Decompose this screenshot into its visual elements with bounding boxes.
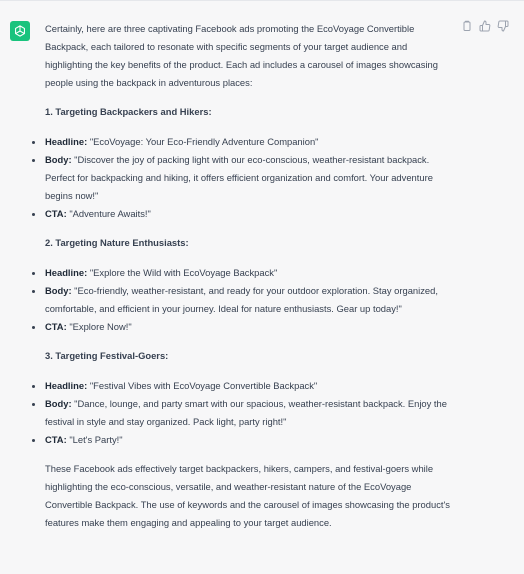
- openai-logo-icon: [13, 24, 27, 38]
- ad-2-list: [45, 264, 455, 336]
- ad-1-heading: 1. Targeting Backpackers and Hikers:: [45, 106, 212, 117]
- clipboard-icon: [461, 20, 473, 32]
- body-label: Body:: [45, 285, 72, 296]
- cta-label: CTA:: [45, 434, 67, 445]
- ad-3-heading: 3. Targeting Festival-Goers:: [45, 350, 169, 361]
- headline-text: "Festival Vibes with EcoVoyage Convertible Backpack": [89, 380, 318, 391]
- thumbs-up-button[interactable]: [478, 19, 491, 32]
- cta-text: "Let's Party!": [69, 434, 123, 445]
- body-text: "Dance, lounge, and party smart with our spacious, weather-resistant backpack. Enjoy the festival in style and stay organized. Pack light, party right!": [45, 398, 447, 427]
- conclusion-paragraph: These Facebook ads effectively target backpackers, hikers, campers, and festival-goers while highlighting the eco-conscious, versatile, and weather-resistant nature of the EcoVoyage Convertible Backpack. The use of keywords and the carousel of images showcasing the product's features make them engaging and appealing to your target audience.: [45, 463, 450, 528]
- headline-label: Headline:: [45, 380, 88, 391]
- body-text: "Eco-friendly, weather-resistant, and ready for your outdoor exploration. Stay organized, comfortable, and efficient in your journey. Ideal for nature enthusiasts. Gear up today!": [45, 285, 438, 314]
- ad-1-list: [45, 133, 455, 223]
- thumbs-down-icon: [497, 20, 509, 32]
- ad-2-heading: 2. Targeting Nature Enthusiasts:: [45, 237, 189, 248]
- thumbs-up-icon: [479, 20, 491, 32]
- message-content: [45, 20, 455, 532]
- cta-text: "Explore Now!": [69, 321, 132, 332]
- ad-2-headline: [45, 264, 455, 282]
- headline-text: "Explore the Wild with EcoVoyage Backpack": [89, 267, 278, 278]
- ad-3-headline: [45, 377, 455, 395]
- intro-paragraph: Certainly, here are three captivating Facebook ads promoting the EcoVoyage Convertible Backpack, each tailored to resonate with specific segments of your target audience and highlighting the key benefits of the product. Each ad includes a carousel of images showcasing people using the backpack in adventurous places:: [45, 23, 438, 88]
- cta-label: CTA:: [45, 208, 67, 219]
- ad-1-body: [45, 151, 455, 205]
- ad-3-cta: [45, 431, 455, 449]
- cta-label: CTA:: [45, 321, 67, 332]
- cta-text: "Adventure Awaits!": [69, 208, 151, 219]
- ad-1-cta: [45, 205, 455, 223]
- assistant-avatar: [10, 21, 30, 41]
- ad-2-cta: [45, 318, 455, 336]
- message-actions: [460, 19, 509, 32]
- headline-text: "EcoVoyage: Your Eco-Friendly Adventure Companion": [89, 136, 319, 147]
- ad-2-body: [45, 282, 455, 318]
- copy-button[interactable]: [460, 19, 473, 32]
- ad-3-list: [45, 377, 455, 449]
- body-label: Body:: [45, 154, 72, 165]
- ad-1-headline: [45, 133, 455, 151]
- body-label: Body:: [45, 398, 72, 409]
- headline-label: Headline:: [45, 267, 88, 278]
- ad-3-body: [45, 395, 455, 431]
- body-text: "Discover the joy of packing light with our eco-conscious, weather-resistant backpack. Perfect for backpacking and hiking, it offers efficient organization and comfort. Your adventure begins now!": [45, 154, 433, 201]
- thumbs-down-button[interactable]: [496, 19, 509, 32]
- headline-label: Headline:: [45, 136, 88, 147]
